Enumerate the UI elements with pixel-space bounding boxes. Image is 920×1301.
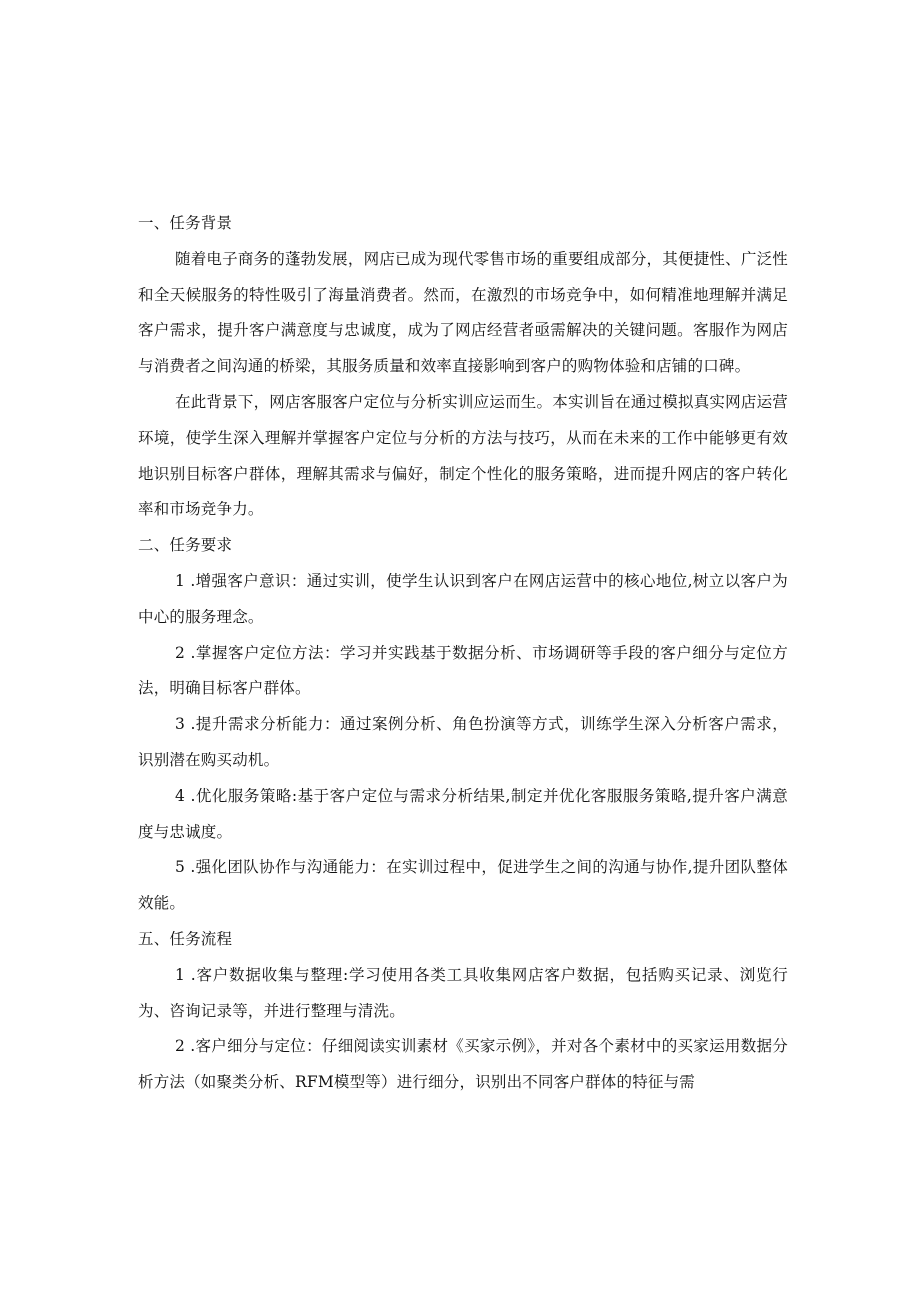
background-paragraph-1: 随着电子商务的蓬勃发展，网店已成为现代零售市场的重要组成部分，其便捷性、广泛性和全天候服务的特性吸引了海量消费者。然而，在激烈的市场竞争中，如何精准地理解并满足客户需求，提升客户满意度与忠诚度，成为了网店经营者亟需解决的关键问题。客服作为网店与消费者之间沟通的桥梁，其服务质量和效率直接影响到客户的购物体验和店铺的口碑。 — [138, 249, 788, 376]
document-body — [138, 206, 788, 1101]
section-heading-requirements: 二、任务要求 — [138, 536, 233, 555]
requirement-item-5: 5 .强化团队协作与沟通能力：在实训过程中，促进学生之间的沟通与协作,提升团队整体效能。 — [138, 858, 788, 913]
requirement-item-4: 4 .优化服务策略:基于客户定位与需求分析结果,制定并优化客服服务策略,提升客户满意度与忠诚度。 — [138, 786, 788, 841]
process-item-1: 1 .客户数据收集与整理:学习使用各类工具收集网店客户数据，包括购买记录、浏览行为、咨询记录等，并进行整理与清洗。 — [138, 965, 788, 1020]
process-item-2: 2 .客户细分与定位：仔细阅读实训素材《买家示例》，并对各个素材中的买家运用数据分析方法（如聚类分析、RFM模型等）进行细分，识别出不同客户群体的特征与需 — [138, 1037, 788, 1092]
requirement-item-1: 1 .增强客户意识：通过实训，使学生认识到客户在网店运营中的核心地位,树立以客户为中心的服务理念。 — [138, 571, 788, 626]
requirement-item-2: 2 .掌握客户定位方法：学习并实践基于数据分析、市场调研等手段的客户细分与定位方法，明确目标客户群体。 — [138, 643, 788, 698]
requirement-item-3: 3 .提升需求分析能力：通过案例分析、角色扮演等方式，训练学生深入分析客户需求，识别潜在购买动机。 — [138, 715, 788, 769]
background-paragraph-2: 在此背景下，网店客服客户定位与分析实训应运而生。本实训旨在通过模拟真实网店运营环境，使学生深入理解并掌握客户定位与分析的方法与技巧，从而在未来的工作中能够更有效地识别目标客户群体，理解其需求与偏好，制定个性化的服务策略，进而提升网店的客户转化率和市场竞争力。 — [138, 392, 788, 519]
section-heading-background: 一、任务背景 — [138, 214, 233, 232]
section-heading-process: 五、任务流程 — [138, 929, 233, 948]
